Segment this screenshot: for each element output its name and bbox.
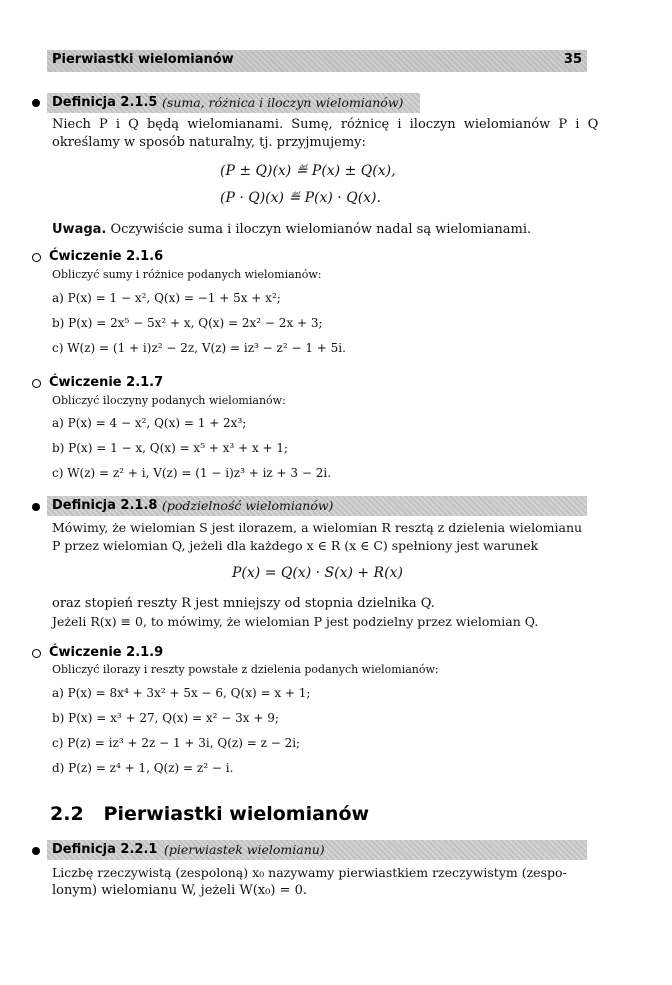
- exercise-label: Ćwiczenie 2.1.9: [49, 645, 164, 660]
- exercise-item: c) P(z) = iz³ + 2z − 1 + 3i, Q(z) = z − 2i;: [52, 736, 301, 750]
- exercise-item: b) P(x) = 2x⁵ − 5x² + x, Q(x) = 2x² − 2x + 3;: [52, 316, 323, 330]
- page-number: 35: [563, 52, 582, 67]
- definition-subtitle: (podzielność wielomianów): [162, 498, 334, 513]
- exercise-item: b) P(x) = x³ + 27, Q(x) = x² − 3x + 9;: [52, 711, 279, 725]
- equation: (P · Q)(x) ≝ P(x) · Q(x).: [220, 190, 381, 206]
- equation: P(x) = Q(x) · S(x) + R(x): [232, 565, 403, 581]
- open-bullet-icon: [32, 253, 41, 262]
- definition-label: Definicja 2.1.5: [52, 95, 158, 110]
- remark-label: Uwaga.: [52, 222, 107, 237]
- definition-label: Definicja 2.2.1: [52, 842, 158, 857]
- section-title: Pierwiastki wielomianów: [103, 803, 370, 825]
- section-heading: [50, 803, 369, 825]
- filled-bullet-icon: [32, 503, 40, 511]
- definition-label: Definicja 2.1.8: [52, 498, 158, 513]
- equation: (P ± Q)(x) ≝ P(x) ± Q(x),: [220, 163, 396, 179]
- filled-bullet-icon: [32, 847, 40, 855]
- definition-subtitle: (pierwiastek wielomianu): [164, 842, 325, 857]
- open-bullet-icon: [32, 379, 41, 388]
- exercise-item: a) P(x) = 1 − x², Q(x) = −1 + 5x + x²;: [52, 291, 281, 305]
- remark-text: Oczywiście suma i iloczyn wielomianów nadal są wielomianami.: [106, 222, 532, 237]
- paragraph-line: Jeżeli R(x) ≡ 0, to mówimy, że wielomian P jest podzielny przez wielomian Q.: [52, 614, 539, 629]
- exercise-intro: Obliczyć iloczyny podanych wielomianów:: [52, 394, 286, 407]
- exercise-item: a) P(x) = 8x⁴ + 3x² + 5x − 6, Q(x) = x + 1;: [52, 686, 311, 700]
- exercise-intro: Obliczyć ilorazy i reszty powstałe z dzielenia podanych wielomianów:: [52, 663, 439, 676]
- paragraph-line: oraz stopień reszty R jest mniejszy od stopnia dzielnika Q.: [52, 596, 435, 611]
- filled-bullet-icon: [32, 99, 40, 107]
- exercise-label: Ćwiczenie 2.1.7: [49, 375, 164, 390]
- paragraph-line: określamy w sposób naturalny, tj. przyjmujemy:: [52, 135, 366, 150]
- section-number: 2.2: [50, 803, 84, 825]
- paragraph-line: P przez wielomian Q, jeżeli dla każdego x ∈ R (x ∈ C) spełniony jest warunek: [52, 538, 539, 553]
- exercise-intro: Obliczyć sumy i różnice podanych wielomianów:: [52, 268, 322, 281]
- exercise-item: d) P(z) = z⁴ + 1, Q(z) = z² − i.: [52, 761, 234, 775]
- paragraph-line: Mówimy, że wielomian S jest ilorazem, a wielomian R resztą z dzielenia wielomianu: [52, 520, 583, 535]
- paragraph-line: Liczbę rzeczywistą (zespoloną) x₀ nazywamy pierwiastkiem rzeczywistym (zespo-: [52, 865, 567, 880]
- exercise-item: a) P(x) = 4 − x², Q(x) = 1 + 2x³;: [52, 416, 247, 430]
- exercise-item: c) W(z) = z² + i, V(z) = (1 − i)z³ + iz + 3 − 2i.: [52, 466, 332, 480]
- paragraph-line: lonym) wielomianu W, jeżeli W(x₀) = 0.: [52, 883, 307, 898]
- exercise-item: b) P(x) = 1 − x, Q(x) = x⁵ + x³ + x + 1;: [52, 441, 289, 455]
- exercise-label: Ćwiczenie 2.1.6: [49, 249, 164, 264]
- running-header-title: Pierwiastki wielomianów: [52, 52, 234, 67]
- remark: [52, 221, 531, 239]
- definition-subtitle: (suma, różnica i iloczyn wielomianów): [162, 95, 404, 110]
- exercise-item: c) W(z) = (1 + i)z² − 2z, V(z) = iz³ − z² − 1 + 5i.: [52, 341, 346, 355]
- paragraph-line: Niech P i Q będą wielomianami. Sumę, różnicę i iloczyn wielomianów P i Q: [52, 117, 599, 132]
- open-bullet-icon: [32, 649, 41, 658]
